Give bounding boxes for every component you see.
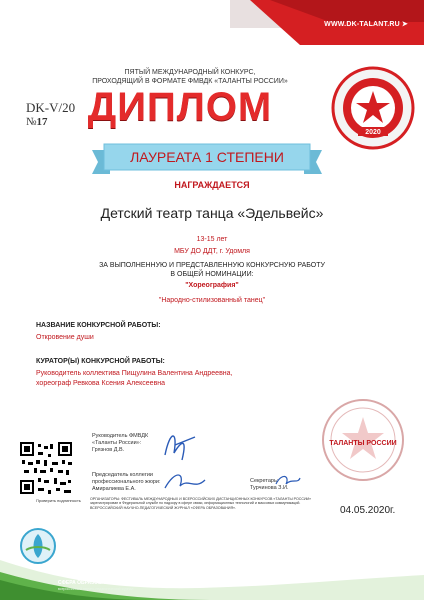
logo-name: СФЕРА ОБРАЗОВАНИЯ: [58, 580, 116, 586]
qr-code-icon[interactable]: [18, 440, 74, 496]
organizers-fine-print: ОРГАНИЗАТОРЫ: ФЕСТИВАЛЬ МЕЖДУНАРОДНЫХ И ВСЕРОССИЙСКИХ ДИСТАНЦИОННЫХ КОНКУРСОВ «ТАЛАНТЫ РОССИИ» зарегистрирован в Федеральной службе по надзору в сфере связи, информационных технологий и массовых коммуникаций. ВСЕРОССИЙСКИЙ НАУЧНО-ПЕДАГОГИЧЕСКИЙ ЖУРНАЛ «СФЕРА ОБРАЗОВАНИЯ».: [90, 497, 312, 510]
doc-code: DK-V/20: [26, 100, 76, 115]
stamp-text: ТАЛАНТЫ РОССИИ: [329, 440, 397, 447]
work-name-label: НАЗВАНИЕ КОНКУРСНОЙ РАБОТЫ:: [36, 322, 161, 329]
degree-label: ЛАУРЕАТА 1 СТЕПЕНИ: [130, 149, 284, 165]
subtitle-line1: ПЯТЫЙ МЕЖДУНАРОДНЫЙ КОНКУРС,: [124, 69, 256, 76]
work-line1: ЗА ВЫПОЛНЕННУЮ И ПРЕДСТАВЛЕННУЮ КОНКУРСНУЮ РАБОТУ: [99, 262, 325, 269]
awarded-label: НАГРАЖДАЕТСЯ: [174, 180, 250, 190]
signatory-3: Секретарь: Турчинова З.И.: [250, 478, 289, 491]
site-url[interactable]: WWW.DK-TALANT.RU ➤: [324, 21, 408, 28]
signature-3: [272, 470, 302, 492]
work-line2: В ОБЩЕЙ НОМИНАЦИИ:: [170, 271, 254, 278]
curators-label: КУРАТОР(Ы) КОНКУРСНОЙ РАБОТЫ:: [36, 358, 165, 365]
contest-subtitle: [90, 68, 290, 86]
signature-2: [160, 468, 210, 498]
curator-2: хореограф Ревкова Ксения Алексеевна: [36, 380, 166, 387]
age-group: 13-15 лет: [196, 236, 228, 243]
sfera-logo-icon: [18, 526, 58, 566]
issue-date: 04.05.2020г.: [340, 505, 396, 516]
subtitle-line2: ПРОХОДЯЩИЙ В ФОРМАТЕ ФМВДК «ТАЛАНТЫ РОССИИ»: [92, 78, 288, 85]
doc-number: №17: [26, 116, 48, 128]
signature-1: [160, 425, 200, 465]
work-name: Откровение души: [36, 334, 94, 341]
nomination: "Хореография": [185, 282, 239, 289]
pointer-arrow-icon: ➤: [401, 21, 408, 28]
recipient-name: Детский театр танца «Эдельвейс»: [100, 205, 324, 221]
stamp-seal: [318, 395, 408, 485]
subnomination: "Народно-стилизованный танец": [158, 297, 266, 304]
seal-year: 2020: [365, 129, 381, 136]
contest-seal: [330, 65, 416, 151]
signatory-2: Председатель коллегии профессионального жюри: Амиралиева Е.А.: [92, 472, 161, 492]
organization: МБУ ДО ДДТ, г. Удомля: [174, 248, 250, 255]
header-ribbon: [0, 0, 424, 70]
diploma-title: ДИПЛОМ: [87, 85, 273, 129]
logo-subtitle: всероссийский научно-педагогический журнал: [58, 587, 134, 591]
signatory-1: Руководитель ФМВДК «Таланты России»: Грязнов Д.В.: [92, 433, 149, 453]
qr-caption: Проверить подлинность: [36, 498, 81, 503]
curator-1: Руководитель коллектива Пищулина Валентина Андреевна,: [36, 370, 233, 377]
